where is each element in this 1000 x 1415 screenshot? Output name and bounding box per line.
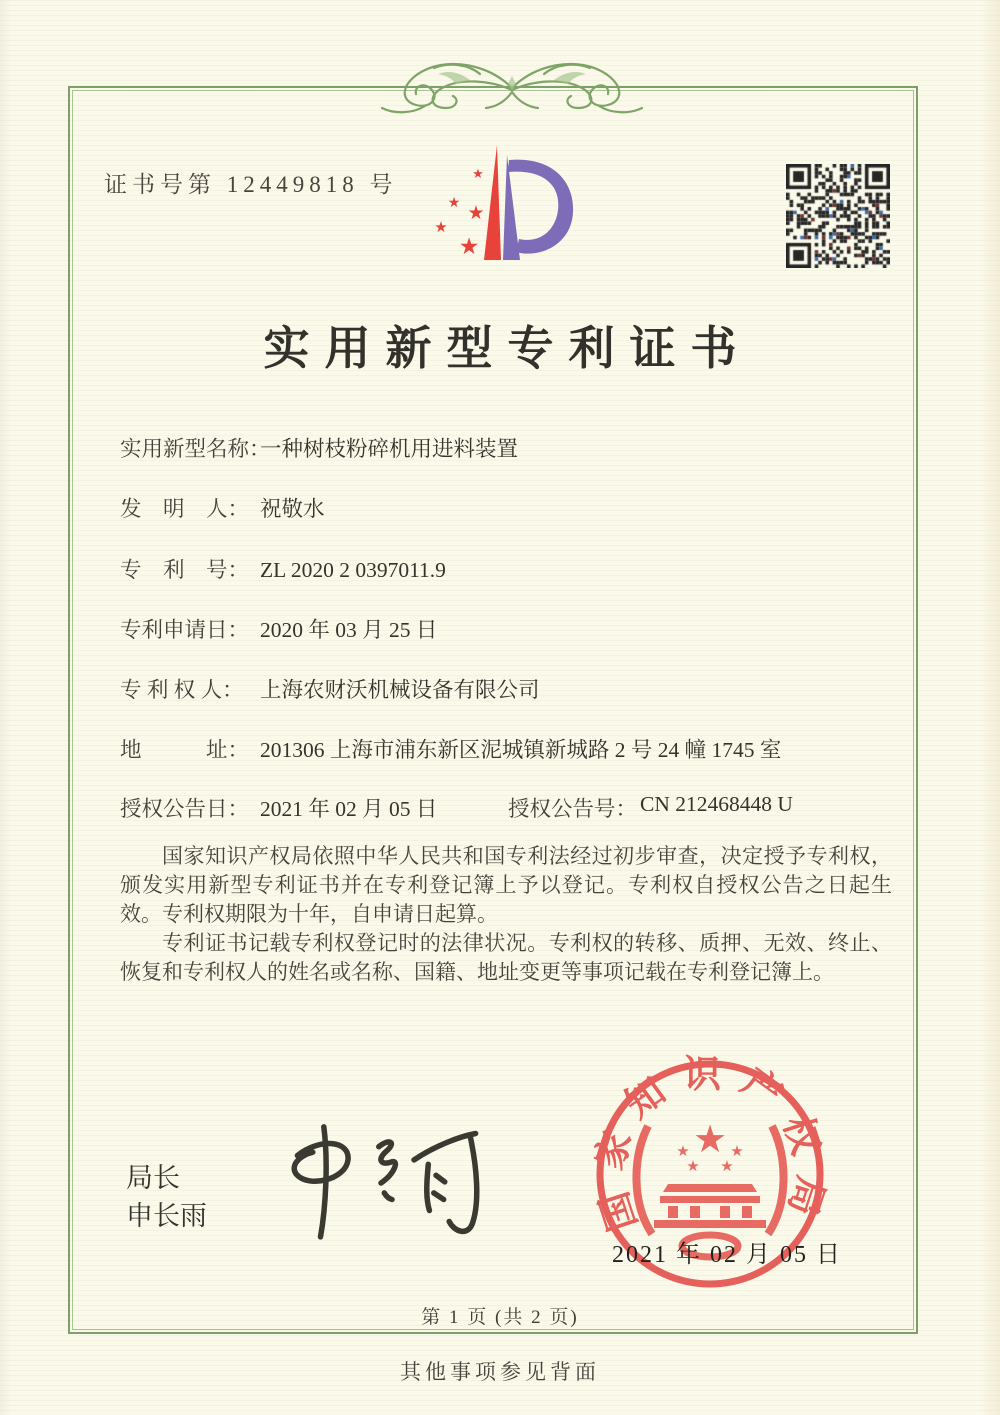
field-value: 2021 年 02 月 05 日 <box>260 797 438 821</box>
field-label: 地 址： <box>120 738 250 762</box>
svg-text:★: ★ <box>720 1157 734 1175</box>
svg-text:★: ★ <box>676 1142 690 1160</box>
svg-text:★: ★ <box>692 1117 728 1161</box>
certificate-number: 证书号第 12449818 号 <box>104 172 398 197</box>
field-value: CN 212468448 U <box>640 792 793 816</box>
field-label: 专 利 权 人： <box>120 678 244 702</box>
field-value: ZL 2020 2 0397011.9 <box>260 558 446 582</box>
legal-paragraph-2: 专利证书记载专利权登记时的法律状况。专利权的转移、质押、无效、终止、恢复和专利权人的姓名或名称、国籍、地址变更等事项记载在专利登记簿上。 <box>120 931 892 984</box>
cnipa-logo-icon <box>408 138 628 288</box>
field-row-patent-number <box>120 553 446 584</box>
field-label: 专利申请日： <box>120 618 250 642</box>
officer-name: 申长雨 <box>126 1201 207 1231</box>
field-value: 201306 上海市浦东新区泥城镇新城路 2 号 24 幢 1745 室 <box>260 738 782 762</box>
field-row-grant <box>120 792 793 823</box>
field-label: 专 利 号： <box>120 558 250 582</box>
svg-text:★: ★ <box>447 195 461 211</box>
svg-text:★: ★ <box>686 1157 700 1175</box>
svg-text:★: ★ <box>472 167 484 182</box>
field-row-inventor <box>120 492 325 523</box>
field-row-filing-date <box>120 613 437 644</box>
field-value: 2020 年 03 月 25 日 <box>260 618 438 642</box>
svg-text:★: ★ <box>730 1142 744 1160</box>
page-indicator: 第 1 页 (共 2 页) <box>421 1307 579 1328</box>
field-value: 祝敬水 <box>260 497 325 521</box>
field-label: 发 明 人： <box>120 497 250 521</box>
field-row-name <box>120 432 518 463</box>
signature-icon <box>282 1118 502 1248</box>
field-label: 实用新型名称： <box>120 437 271 461</box>
seal-date: 2021 年 02 月 05 日 <box>612 1242 842 1268</box>
back-note: 其他事项参见背面 <box>400 1360 600 1384</box>
legal-text <box>120 842 892 987</box>
qr-code <box>786 164 890 268</box>
officer-title: 局长 <box>126 1163 180 1193</box>
svg-text:★: ★ <box>434 218 448 236</box>
svg-text:★: ★ <box>467 202 485 224</box>
legal-paragraph-1: 国家知识产权局依照中华人民共和国专利法经过初步审查，决定授予专利权，颁发实用新型专利证书并在专利登记簿上予以登记。专利权自授权公告之日起生效。专利权期限为十年，自申请日起算。 <box>120 844 892 926</box>
field-label: 授权公告号： <box>508 797 638 821</box>
floral-ornament-icon <box>330 54 694 124</box>
seal-agency-text: 国家知识产权局 <box>588 1054 832 1236</box>
field-row-address <box>120 733 781 764</box>
field-value: 一种树枝粉碎机用进料装置 <box>260 437 519 461</box>
field-row-patentee <box>120 673 540 704</box>
certificate-title: 实用新型专利证书 <box>263 323 752 374</box>
field-label: 授权公告日： <box>120 797 250 821</box>
field-value: 上海农财沃机械设备有限公司 <box>260 678 540 702</box>
svg-text:★: ★ <box>458 234 480 260</box>
